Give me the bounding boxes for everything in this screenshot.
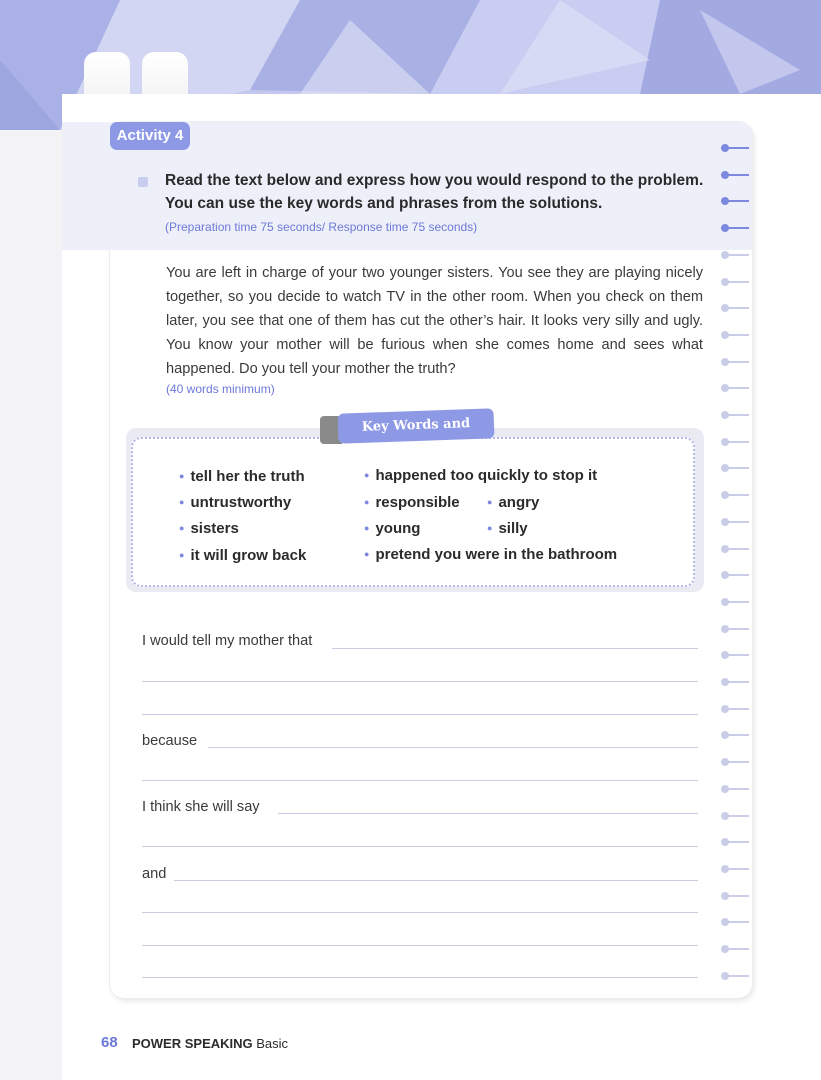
answer-line[interactable] [142,780,698,781]
book-series: POWER SPEAKING [132,1036,253,1051]
binding-ring-wire [726,681,749,683]
answer-line[interactable] [278,813,698,814]
book-title [132,1036,288,1051]
word-minimum: (40 words minimum) [166,382,275,396]
binding-ring [721,144,749,152]
binding-ring [721,358,749,366]
keyword-item: ● pretend you were in the bathroom [364,546,617,563]
binding-ring [721,411,749,419]
answer-line[interactable] [174,880,698,881]
answer-line[interactable] [142,714,698,715]
binding-ring-wire [726,494,749,496]
binding-ring [721,571,749,579]
binding-ring-wire [726,521,749,523]
binding-ring-wire [726,414,749,416]
binding-ring [721,651,749,659]
binding-ring-wire [726,254,749,256]
answer-line[interactable] [142,977,698,978]
binding-ring-wire [726,788,749,790]
binding-ring-wire [726,895,749,897]
binding-ring-wire [726,334,749,336]
binding-ring [721,464,749,472]
keyword-item: ● silly [487,520,528,537]
answer-line[interactable] [208,747,698,748]
binding-ring [721,625,749,633]
binding-ring-wire [726,281,749,283]
binding-ring [721,785,749,793]
keyword-item: ● young [364,520,420,537]
answer-label-tell: I would tell my mother that [142,633,313,649]
prompt-text: You are left in charge of your two younger sisters. You see they are playing nicely together, so you decide to watch TV in the other room. When you check on them later, you see that one of them has cut the other’s hair. It looks very silly and ugly. You know your mother will be furious when she comes home and sees what happened. Do you tell your mother the truth? [166,265,703,377]
keyword-item: ● it will grow back [179,547,306,564]
binding-ring [721,598,749,606]
binding-ring-wire [726,948,749,950]
binding-ring [721,705,749,713]
binding-ring-wire [726,601,749,603]
binding-ring-wire [726,815,749,817]
activity-timing: (Preparation time 75 seconds/ Response time 75 seconds) [165,220,478,234]
binding-ring-wire [726,975,749,977]
keyword-item: ● responsible [364,494,460,511]
instruction-bullet-icon [138,177,148,187]
binding-ring-wire [726,734,749,736]
binding-ring [721,758,749,766]
keywords-title: Key Words and Phrases [338,408,495,443]
page-number: 68 [101,1034,118,1051]
answer-line[interactable] [142,681,698,682]
binding-ring-wire [726,307,749,309]
binding-ring-wire [726,387,749,389]
binding-ring-wire [726,921,749,923]
binding-ring [721,197,749,205]
binding-ring [721,304,749,312]
activity-badge: Activity 4 [110,122,190,150]
binding-ring [721,438,749,446]
binding-ring [721,972,749,980]
binding-ring-wire [726,467,749,469]
binding-ring-wire [726,548,749,550]
binding-ring-wire [726,361,749,363]
binding-ring [721,865,749,873]
binding-ring-wire [726,147,749,149]
keyword-item: ● happened too quickly to stop it [364,467,597,484]
answer-line[interactable] [142,912,698,913]
binding-ring [721,518,749,526]
binding-ring-wire [726,628,749,630]
binding-ring-wire [726,200,749,202]
answer-label-because: because [142,733,198,749]
binding-ring [721,224,749,232]
binding-ring-wire [726,174,749,176]
binding-ring [721,251,749,259]
binding-ring [721,171,749,179]
binding-ring [721,384,749,392]
keyword-item: ● untrustworthy [179,494,291,511]
binding-ring [721,892,749,900]
answer-label-and: and [142,866,167,882]
binding-ring-wire [726,574,749,576]
keyword-item: ● sisters [179,520,239,537]
binding-ring [721,812,749,820]
keyword-item: ● angry [487,494,539,511]
answer-line[interactable] [142,945,698,946]
binding-ring [721,545,749,553]
binding-ring-wire [726,841,749,843]
binding-ring [721,945,749,953]
binding-ring [721,731,749,739]
book-level: Basic [256,1036,289,1051]
binding-ring-wire [726,761,749,763]
binding-ring [721,678,749,686]
answer-line[interactable] [142,846,698,847]
binding-ring-wire [726,708,749,710]
binding-ring-wire [726,868,749,870]
binding-ring [721,278,749,286]
binding-ring [721,491,749,499]
keyword-item: ● tell her the truth [179,468,305,485]
binding-ring-wire [726,227,749,229]
binding-ring [721,331,749,339]
binding-ring [721,838,749,846]
binding-ring-wire [726,654,749,656]
answer-label-say: I think she will say [142,799,260,815]
answer-line[interactable] [332,648,698,649]
binding-ring-wire [726,441,749,443]
binding-ring [721,918,749,926]
activity-instruction: Read the text below and express how you would respond to the problem. You can use the key words and phrases from the solutions. [165,172,704,212]
